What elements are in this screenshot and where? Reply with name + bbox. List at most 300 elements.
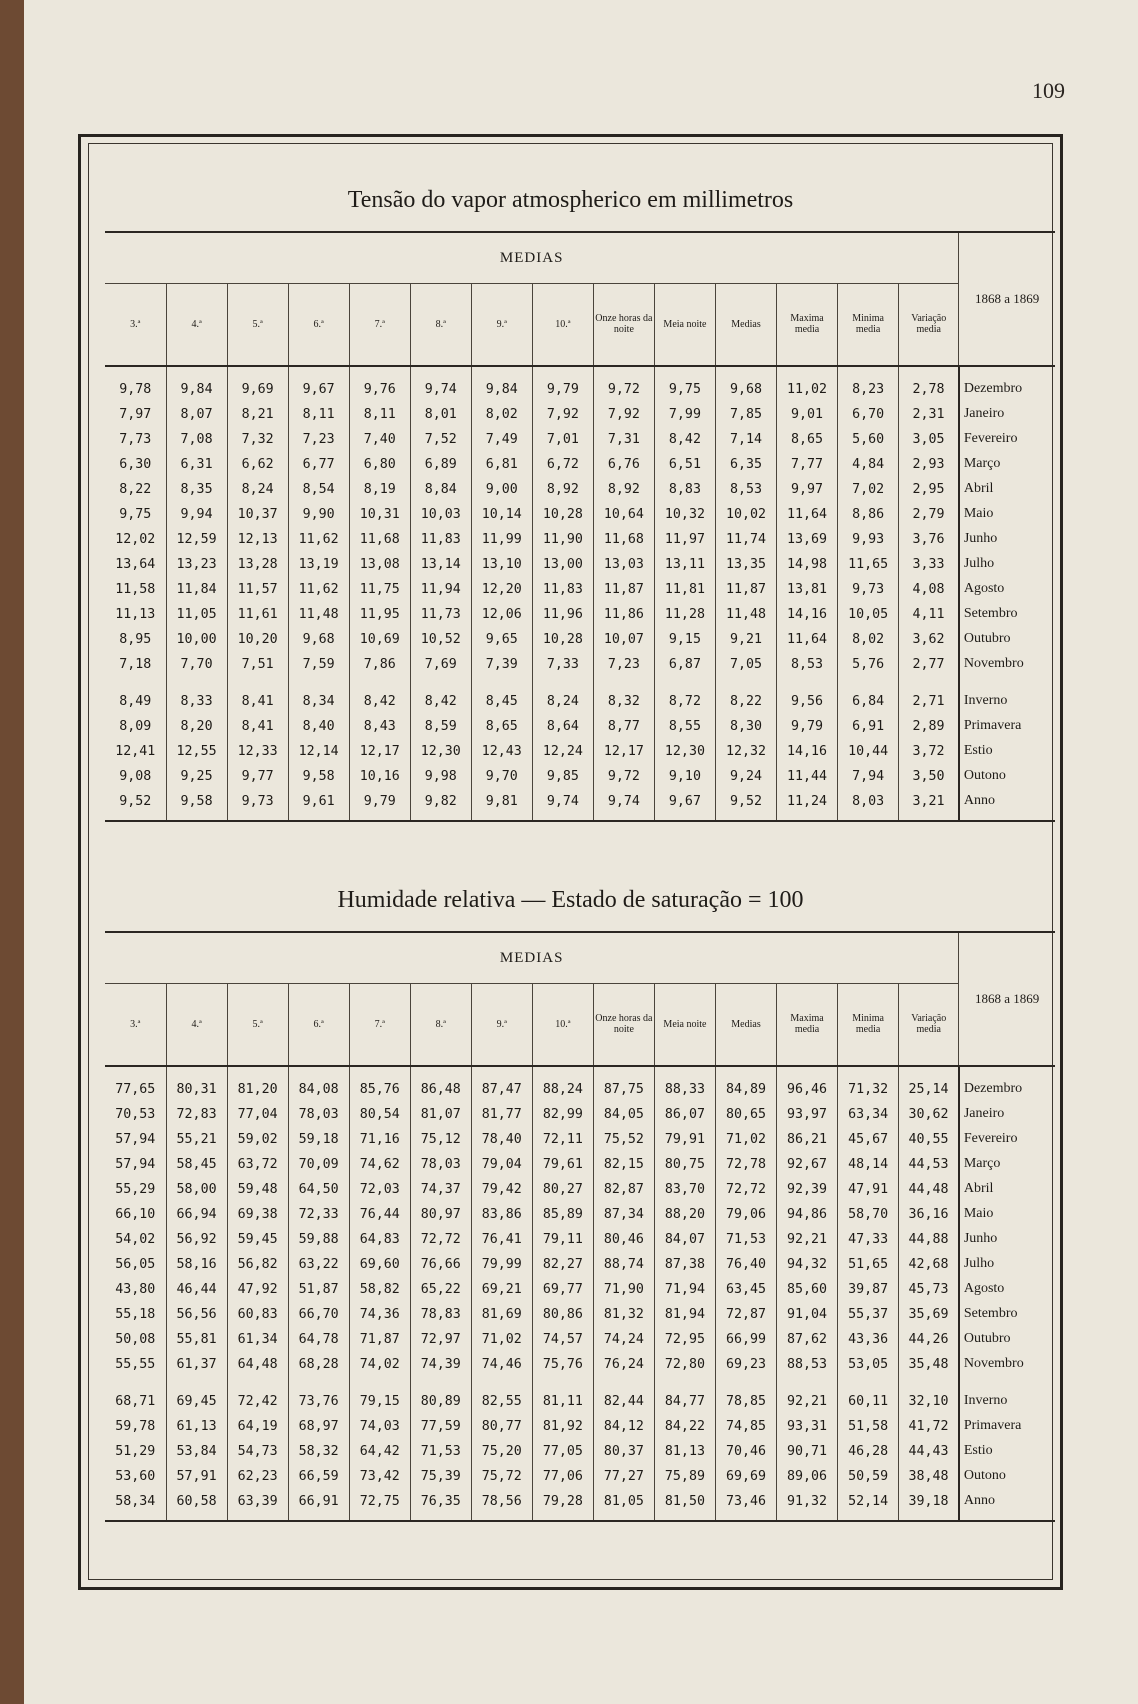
value-cell: 6,72	[532, 452, 593, 477]
value-cell: 11,74	[715, 527, 776, 552]
value-cell: 8,92	[532, 477, 593, 502]
value-cell: 11,58	[115, 581, 156, 597]
value-cell: 11,28	[654, 602, 715, 627]
value-cell: 72,72	[715, 1177, 776, 1202]
value-cell: 13,10	[471, 552, 532, 577]
column-header: 7.ª	[349, 984, 410, 1066]
value-cell: 93,97	[777, 1102, 838, 1127]
value-cell: 3,62	[899, 627, 959, 652]
value-cell: 75,76	[532, 1352, 593, 1377]
value-cell: 70,09	[288, 1152, 349, 1177]
humidity-table	[105, 933, 1055, 1522]
value-cell: 3,72	[899, 739, 959, 764]
column-header: Medias	[715, 284, 776, 366]
value-cell: 9,73	[838, 577, 899, 602]
value-cell: 7,33	[532, 652, 593, 677]
table-row	[105, 1352, 1055, 1377]
value-cell: 82,15	[593, 1152, 654, 1177]
value-cell: 69,38	[227, 1202, 288, 1227]
value-cell: 66,99	[715, 1327, 776, 1352]
value-cell: 79,91	[654, 1127, 715, 1152]
row-label: Abril	[959, 1177, 1055, 1202]
value-cell: 36,16	[899, 1202, 959, 1227]
value-cell: 74,36	[349, 1302, 410, 1327]
value-cell: 84,12	[593, 1414, 654, 1439]
value-cell: 6,35	[715, 452, 776, 477]
value-cell: 9,67	[288, 366, 349, 402]
value-cell: 11,75	[349, 577, 410, 602]
value-cell: 51,87	[288, 1277, 349, 1302]
value-cell: 71,53	[410, 1439, 471, 1464]
value-cell: 81,13	[654, 1439, 715, 1464]
value-cell: 74,24	[593, 1327, 654, 1352]
value-cell: 10,31	[349, 502, 410, 527]
value-cell: 60,11	[838, 1377, 899, 1414]
value-cell: 58,16	[166, 1252, 227, 1277]
value-cell: 8,35	[166, 477, 227, 502]
value-cell: 7,51	[227, 652, 288, 677]
value-cell: 87,34	[593, 1202, 654, 1227]
value-cell: 9,90	[288, 502, 349, 527]
value-cell: 9,25	[166, 764, 227, 789]
value-cell: 9,78	[119, 381, 152, 397]
value-cell: 8,30	[715, 714, 776, 739]
value-cell: 11,64	[777, 502, 838, 527]
value-cell: 8,42	[349, 677, 410, 714]
value-cell: 58,70	[838, 1202, 899, 1227]
value-cell: 3,21	[899, 789, 959, 821]
table-row	[105, 477, 1055, 502]
value-cell: 88,20	[654, 1202, 715, 1227]
value-cell: 74,62	[349, 1152, 410, 1177]
value-cell: 3,50	[899, 764, 959, 789]
value-cell: 71,87	[349, 1327, 410, 1352]
value-cell: 59,45	[227, 1227, 288, 1252]
value-cell: 69,21	[471, 1277, 532, 1302]
value-cell: 12,30	[410, 739, 471, 764]
value-cell: 94,32	[777, 1252, 838, 1277]
value-cell: 9,72	[593, 366, 654, 402]
column-header: 8.ª	[410, 284, 471, 366]
value-cell: 14,98	[777, 552, 838, 577]
row-label: Maio	[959, 502, 1055, 527]
value-cell: 11,86	[593, 602, 654, 627]
value-cell: 82,87	[593, 1177, 654, 1202]
row-label: Agosto	[959, 1277, 1055, 1302]
value-cell: 8,33	[166, 677, 227, 714]
row-label: Junho	[959, 1227, 1055, 1252]
value-cell: 11,83	[532, 577, 593, 602]
column-header: 6.ª	[288, 984, 349, 1066]
value-cell: 6,76	[593, 452, 654, 477]
value-cell: 6,70	[838, 402, 899, 427]
value-cell: 74,57	[532, 1327, 593, 1352]
value-cell: 44,48	[899, 1177, 959, 1202]
value-cell: 71,32	[838, 1066, 899, 1102]
value-cell: 9,00	[471, 477, 532, 502]
value-cell: 55,81	[166, 1327, 227, 1352]
value-cell: 82,44	[593, 1377, 654, 1414]
value-cell: 72,33	[288, 1202, 349, 1227]
table-row	[105, 1277, 1055, 1302]
value-cell: 64,50	[288, 1177, 349, 1202]
value-cell: 12,17	[349, 739, 410, 764]
value-cell: 8,43	[349, 714, 410, 739]
value-cell: 55,29	[115, 1181, 156, 1197]
value-cell: 5,76	[838, 652, 899, 677]
row-label: Março	[959, 1152, 1055, 1177]
value-cell: 39,87	[838, 1277, 899, 1302]
value-cell: 74,46	[471, 1352, 532, 1377]
value-cell: 89,06	[777, 1464, 838, 1489]
value-cell: 79,28	[532, 1489, 593, 1521]
value-cell: 72,78	[715, 1152, 776, 1177]
value-cell: 7,49	[471, 427, 532, 452]
value-cell: 91,32	[777, 1489, 838, 1521]
value-cell: 96,46	[777, 1066, 838, 1102]
value-cell: 81,77	[471, 1102, 532, 1127]
value-cell: 8,65	[777, 427, 838, 452]
value-cell: 46,44	[166, 1277, 227, 1302]
value-cell: 8,45	[471, 677, 532, 714]
value-cell: 11,62	[288, 577, 349, 602]
value-cell: 60,58	[166, 1489, 227, 1521]
value-cell: 12,43	[471, 739, 532, 764]
column-header: Minima media	[838, 984, 899, 1066]
value-cell: 84,08	[288, 1066, 349, 1102]
column-header: 5.ª	[227, 284, 288, 366]
value-cell: 50,08	[115, 1331, 156, 1347]
value-cell: 8,41	[227, 714, 288, 739]
value-cell: 54,02	[115, 1231, 156, 1247]
value-cell: 77,59	[410, 1414, 471, 1439]
value-cell: 10,44	[838, 739, 899, 764]
value-cell: 11,95	[349, 602, 410, 627]
value-cell: 7,97	[119, 406, 152, 422]
table-row	[105, 402, 1055, 427]
value-cell: 9,75	[654, 366, 715, 402]
value-cell: 12,20	[471, 577, 532, 602]
value-cell: 86,48	[410, 1066, 471, 1102]
value-cell: 78,03	[288, 1102, 349, 1127]
value-cell: 84,07	[654, 1227, 715, 1252]
value-cell: 9,94	[166, 502, 227, 527]
value-cell: 80,75	[654, 1152, 715, 1177]
column-header: 9.ª	[471, 284, 532, 366]
value-cell: 7,18	[119, 656, 152, 672]
value-cell: 61,37	[166, 1352, 227, 1377]
row-label: Novembro	[959, 1352, 1055, 1377]
value-cell: 11,48	[288, 602, 349, 627]
value-cell: 72,80	[654, 1352, 715, 1377]
column-header: 4.ª	[166, 284, 227, 366]
value-cell: 8,72	[654, 677, 715, 714]
value-cell: 64,78	[288, 1327, 349, 1352]
value-cell: 8,84	[410, 477, 471, 502]
table-row	[105, 677, 1055, 714]
value-cell: 90,71	[777, 1439, 838, 1464]
value-cell: 55,18	[115, 1306, 156, 1322]
value-cell: 8,24	[227, 477, 288, 502]
value-cell: 62,23	[227, 1464, 288, 1489]
row-label: Maio	[959, 1202, 1055, 1227]
value-cell: 11,90	[532, 527, 593, 552]
value-cell: 81,50	[654, 1489, 715, 1521]
value-cell: 44,88	[899, 1227, 959, 1252]
value-cell: 11,81	[654, 577, 715, 602]
row-label: Dezembro	[959, 366, 1055, 402]
value-cell: 68,71	[115, 1393, 156, 1409]
value-cell: 9,82	[410, 789, 471, 821]
humidity-title: Humidade relativa — Estado de saturação = 100	[337, 887, 804, 913]
value-cell: 6,62	[227, 452, 288, 477]
value-cell: 58,45	[166, 1152, 227, 1177]
value-cell: 81,07	[410, 1102, 471, 1127]
value-cell: 92,67	[777, 1152, 838, 1177]
column-header: 10.ª	[532, 284, 593, 366]
value-cell: 13,28	[227, 552, 288, 577]
table-row	[105, 502, 1055, 527]
column-header: 4.ª	[166, 984, 227, 1066]
tension-title: Tensão do vapor atmospherico em millimetros	[347, 187, 794, 213]
value-cell: 80,27	[532, 1177, 593, 1202]
value-cell: 75,20	[471, 1439, 532, 1464]
value-cell: 6,31	[166, 452, 227, 477]
value-cell: 9,75	[119, 506, 152, 522]
row-label: Outubro	[959, 627, 1055, 652]
value-cell: 8,34	[288, 677, 349, 714]
value-cell: 9,68	[715, 366, 776, 402]
value-cell: 64,42	[349, 1439, 410, 1464]
value-cell: 7,31	[593, 427, 654, 452]
value-cell: 12,59	[166, 527, 227, 552]
value-cell: 73,42	[349, 1464, 410, 1489]
value-cell: 6,91	[838, 714, 899, 739]
value-cell: 80,37	[593, 1439, 654, 1464]
value-cell: 8,23	[838, 366, 899, 402]
value-cell: 77,06	[532, 1464, 593, 1489]
value-cell: 77,27	[593, 1464, 654, 1489]
value-cell: 9,24	[715, 764, 776, 789]
value-cell: 69,60	[349, 1252, 410, 1277]
value-cell: 51,65	[838, 1252, 899, 1277]
value-cell: 79,42	[471, 1177, 532, 1202]
value-cell: 51,58	[838, 1414, 899, 1439]
value-cell: 9,65	[471, 627, 532, 652]
value-cell: 4,08	[899, 577, 959, 602]
value-cell: 81,92	[532, 1414, 593, 1439]
row-label: Julho	[959, 552, 1055, 577]
value-cell: 81,69	[471, 1302, 532, 1327]
value-cell: 56,05	[115, 1256, 156, 1272]
value-cell: 9,70	[471, 764, 532, 789]
value-cell: 11,87	[593, 577, 654, 602]
value-cell: 82,55	[471, 1377, 532, 1414]
value-cell: 7,32	[227, 427, 288, 452]
value-cell: 11,99	[471, 527, 532, 552]
value-cell: 72,42	[227, 1377, 288, 1414]
row-label: Março	[959, 452, 1055, 477]
value-cell: 9,85	[532, 764, 593, 789]
row-label: Outubro	[959, 1327, 1055, 1352]
value-cell: 11,68	[349, 527, 410, 552]
value-cell: 55,55	[115, 1356, 156, 1372]
value-cell: 9,81	[471, 789, 532, 821]
value-cell: 10,28	[532, 627, 593, 652]
column-header: 10.ª	[532, 984, 593, 1066]
value-cell: 9,97	[777, 477, 838, 502]
value-cell: 11,83	[410, 527, 471, 552]
column-header: 3.ª	[105, 284, 166, 366]
value-cell: 74,85	[715, 1414, 776, 1439]
value-cell: 71,94	[654, 1277, 715, 1302]
value-cell: 2,93	[899, 452, 959, 477]
value-cell: 77,05	[532, 1439, 593, 1464]
value-cell: 76,24	[593, 1352, 654, 1377]
value-cell: 50,59	[838, 1464, 899, 1489]
value-cell: 13,69	[777, 527, 838, 552]
value-cell: 68,97	[288, 1414, 349, 1439]
value-cell: 2,78	[899, 366, 959, 402]
value-cell: 59,88	[288, 1227, 349, 1252]
value-cell: 80,89	[410, 1377, 471, 1414]
value-cell: 2,95	[899, 477, 959, 502]
value-cell: 47,33	[838, 1227, 899, 1252]
value-cell: 74,03	[349, 1414, 410, 1439]
value-cell: 13,03	[593, 552, 654, 577]
medias-header: MEDIAS	[105, 933, 959, 984]
value-cell: 38,48	[899, 1464, 959, 1489]
table-row	[105, 1489, 1055, 1521]
value-cell: 76,44	[349, 1202, 410, 1227]
value-cell: 66,94	[166, 1202, 227, 1227]
value-cell: 84,89	[715, 1066, 776, 1102]
value-cell: 13,23	[166, 552, 227, 577]
value-cell: 9,74	[593, 789, 654, 821]
value-cell: 7,94	[838, 764, 899, 789]
value-cell: 79,06	[715, 1202, 776, 1227]
value-cell: 80,65	[715, 1102, 776, 1127]
value-cell: 8,24	[532, 677, 593, 714]
tension-table	[105, 233, 1055, 822]
value-cell: 63,22	[288, 1252, 349, 1277]
value-cell: 8,20	[166, 714, 227, 739]
value-cell: 84,77	[654, 1377, 715, 1414]
value-cell: 7,70	[166, 652, 227, 677]
value-cell: 9,15	[654, 627, 715, 652]
value-cell: 10,03	[410, 502, 471, 527]
value-cell: 81,32	[593, 1302, 654, 1327]
value-cell: 11,87	[715, 577, 776, 602]
value-cell: 7,69	[410, 652, 471, 677]
value-cell: 9,79	[777, 714, 838, 739]
value-cell: 80,31	[166, 1066, 227, 1102]
value-cell: 7,59	[288, 652, 349, 677]
value-cell: 72,03	[349, 1177, 410, 1202]
value-cell: 71,02	[715, 1127, 776, 1152]
value-cell: 9,52	[105, 789, 166, 821]
value-cell: 12,55	[166, 739, 227, 764]
value-cell: 92,39	[777, 1177, 838, 1202]
value-cell: 78,03	[410, 1152, 471, 1177]
value-cell: 6,51	[654, 452, 715, 477]
value-cell: 8,22	[119, 481, 152, 497]
column-header: Meia noite	[654, 984, 715, 1066]
year-header: 1868 a 1869	[959, 933, 1055, 1066]
table-row	[105, 452, 1055, 477]
table-row	[105, 1252, 1055, 1277]
column-header: 8.ª	[410, 984, 471, 1066]
value-cell: 35,48	[899, 1352, 959, 1377]
value-cell: 80,77	[471, 1414, 532, 1439]
value-cell: 69,69	[715, 1464, 776, 1489]
value-cell: 13,08	[349, 552, 410, 577]
value-cell: 8,11	[349, 402, 410, 427]
value-cell: 12,24	[532, 739, 593, 764]
table-row	[105, 527, 1055, 552]
value-cell: 72,72	[410, 1227, 471, 1252]
value-cell: 13,19	[288, 552, 349, 577]
value-cell: 69,23	[715, 1352, 776, 1377]
value-cell: 7,85	[715, 402, 776, 427]
value-cell: 3,05	[899, 427, 959, 452]
value-cell: 12,02	[115, 531, 156, 547]
value-cell: 9,79	[532, 366, 593, 402]
value-cell: 70,46	[715, 1439, 776, 1464]
value-cell: 80,46	[593, 1227, 654, 1252]
value-cell: 58,32	[288, 1439, 349, 1464]
value-cell: 59,18	[288, 1127, 349, 1152]
value-cell: 10,37	[227, 502, 288, 527]
value-cell: 43,36	[838, 1327, 899, 1352]
table-row	[105, 627, 1055, 652]
value-cell: 5,60	[838, 427, 899, 452]
value-cell: 9,56	[777, 677, 838, 714]
value-cell: 72,87	[715, 1302, 776, 1327]
value-cell: 87,38	[654, 1252, 715, 1277]
column-header: 7.ª	[349, 284, 410, 366]
value-cell: 12,30	[654, 739, 715, 764]
value-cell: 78,40	[471, 1127, 532, 1152]
value-cell: 2,89	[899, 714, 959, 739]
value-cell: 10,52	[410, 627, 471, 652]
table-row	[105, 577, 1055, 602]
value-cell: 43,80	[115, 1281, 156, 1297]
value-cell: 72,75	[349, 1489, 410, 1521]
row-label: Estio	[959, 739, 1055, 764]
value-cell: 57,94	[115, 1131, 156, 1147]
page-number: 109	[1032, 78, 1065, 103]
value-cell: 12,17	[593, 739, 654, 764]
value-cell: 13,35	[715, 552, 776, 577]
column-header: Minima media	[838, 284, 899, 366]
column-header: 6.ª	[288, 284, 349, 366]
value-cell: 47,91	[838, 1177, 899, 1202]
value-cell: 74,37	[410, 1177, 471, 1202]
value-cell: 7,92	[593, 402, 654, 427]
value-cell: 6,30	[119, 456, 152, 472]
value-cell: 11,62	[288, 527, 349, 552]
value-cell: 8,42	[654, 427, 715, 452]
value-cell: 78,56	[471, 1489, 532, 1521]
value-cell: 87,75	[593, 1066, 654, 1102]
value-cell: 85,89	[532, 1202, 593, 1227]
value-cell: 59,78	[115, 1418, 156, 1434]
value-cell: 64,48	[227, 1352, 288, 1377]
value-cell: 72,97	[410, 1327, 471, 1352]
value-cell: 87,47	[471, 1066, 532, 1102]
value-cell: 48,14	[838, 1152, 899, 1177]
